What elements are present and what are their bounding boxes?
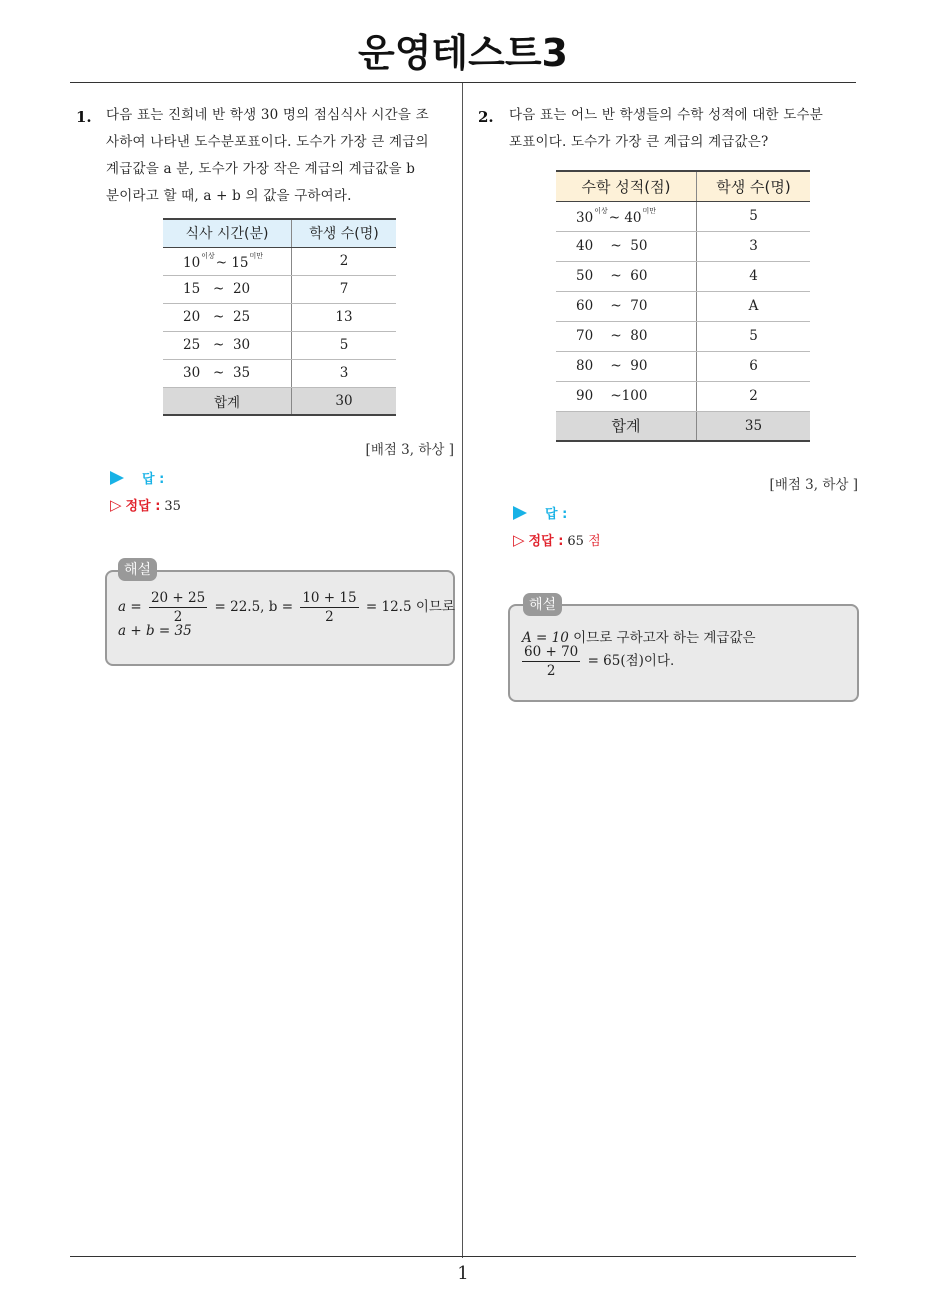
explanation-tag: 해설 <box>118 558 157 581</box>
frequency-table <box>556 170 810 442</box>
math-text: = 12.5 <box>365 599 412 615</box>
class-cell: 50 ~ 60 <box>556 261 697 291</box>
count-cell: 7 <box>292 275 397 303</box>
question-text <box>509 102 859 156</box>
explanation-tag: 해설 <box>523 593 562 616</box>
class-cell: 30 ~ 35 <box>163 359 292 387</box>
answer-label: 답 : <box>142 472 165 487</box>
count-cell: 2 <box>292 247 397 275</box>
score-info: [배점 3, 하상 ] <box>769 477 858 493</box>
count-cell: 6 <box>697 351 811 381</box>
table-row <box>556 351 810 381</box>
math-text: a = <box>118 599 142 615</box>
correct-answer-row <box>110 495 181 514</box>
class-cell: 20 ~ 25 <box>163 303 292 331</box>
correct-answer-label: 정답 : <box>125 499 161 514</box>
count-cell: 3 <box>697 231 811 261</box>
explanation-word: 이므로 <box>415 599 455 615</box>
table-header: 수학 성적(점) <box>556 171 697 201</box>
outline-triangle-icon: ▷ <box>513 531 525 549</box>
count-cell: 3 <box>292 359 397 387</box>
table-row <box>163 303 396 331</box>
answer-row <box>513 503 567 522</box>
table-row <box>556 321 810 351</box>
table-header: 학생 수(명) <box>292 219 397 247</box>
fraction: $\frac{20 + 25}{2}$ <box>150 590 206 625</box>
table-row <box>556 231 810 261</box>
question-text <box>106 102 456 210</box>
correct-answer-value: 35 <box>164 499 181 514</box>
table-row <box>163 331 396 359</box>
table-row <box>163 275 396 303</box>
score-info: [배점 3, 하상 ] <box>365 442 454 458</box>
class-cell: $10^{이상}\sim$ $15^{미만}$ <box>163 247 292 275</box>
table-row <box>556 261 810 291</box>
correct-answer-label: 정답 : <box>528 534 564 549</box>
count-cell: 4 <box>697 261 811 291</box>
class-cell: 60 ~ 70 <box>556 291 697 321</box>
class-cell: 15 ~ 20 <box>163 275 292 303</box>
question-line: 포표이다. 도수가 가장 큰 계급의 계급값은? <box>509 134 769 150</box>
table-row <box>556 381 810 411</box>
table-row <box>556 291 810 321</box>
table-row <box>163 247 396 275</box>
frequency-table <box>163 218 396 416</box>
explanation-word: 이다. <box>643 653 675 669</box>
question-line: 다음 표는 어느 반 학생들의 수학 성적에 대한 도수분 <box>509 107 823 123</box>
page-number: 1 <box>457 1263 469 1284</box>
page-title: 운영테스트3 <box>358 31 568 75</box>
question-line: 사하여 나타낸 도수분포표이다. 도수가 가장 큰 계급의 <box>106 134 429 150</box>
total-value: 30 <box>292 387 397 415</box>
play-triangle-icon <box>110 471 124 485</box>
explanation-text <box>522 626 852 679</box>
count-cell: 2 <box>697 381 811 411</box>
question-line: 분이라고 할 때, a + b 의 값을 구하여라. <box>106 188 352 204</box>
question-line: 계급값을 a 분, 도수가 가장 작은 계급의 계급값을 b <box>106 161 416 177</box>
question-line: 다음 표는 진희네 반 학생 30 명의 점심식사 시간을 조 <box>106 107 429 123</box>
total-row <box>556 411 810 441</box>
math-text: = 65(점) <box>587 653 644 669</box>
count-cell: 5 <box>292 331 397 359</box>
bottom-rule <box>70 1256 856 1257</box>
count-cell: A <box>697 291 811 321</box>
total-label: 합계 <box>163 387 292 415</box>
fraction: $\frac{60 + 70}{2}$ <box>524 644 579 679</box>
class-cell: 40 ~ 50 <box>556 231 697 261</box>
table-header: 식사 시간(분) <box>163 219 292 247</box>
correct-answer-value: 65 <box>567 534 584 549</box>
explanation-text <box>118 590 455 639</box>
class-cell: 25 ~ 30 <box>163 331 292 359</box>
question-number: 1. <box>76 108 92 126</box>
class-cell: 70 ~ 80 <box>556 321 697 351</box>
total-label: 합계 <box>556 411 697 441</box>
outline-triangle-icon: ▷ <box>110 496 122 514</box>
count-cell: 13 <box>292 303 397 331</box>
top-rule <box>70 82 856 83</box>
column-divider <box>462 83 463 1258</box>
correct-answer-row <box>513 530 601 549</box>
class-cell: 90 ~100 <box>556 381 697 411</box>
question-number: 2. <box>478 108 494 126</box>
class-cell: 80 ~ 90 <box>556 351 697 381</box>
total-row <box>163 387 396 415</box>
count-cell: 5 <box>697 201 811 231</box>
math-text: A = 10 <box>522 630 569 646</box>
correct-answer-unit: 점 <box>588 534 601 549</box>
play-triangle-icon <box>513 506 527 520</box>
explanation-words: 이므로 구하고자 하는 계급값은 <box>573 630 756 646</box>
table-header: 학생 수(명) <box>697 171 811 201</box>
table-row <box>163 359 396 387</box>
math-text: a + b = 35 <box>118 623 192 639</box>
fraction: $\frac{10 + 15}{2}$ <box>302 590 357 625</box>
total-value: 35 <box>697 411 811 441</box>
answer-label: 답 : <box>545 507 568 522</box>
table-row <box>556 201 810 231</box>
count-cell: 5 <box>697 321 811 351</box>
answer-row <box>110 468 164 487</box>
class-cell: $30^{이상}\sim$ $40^{미만}$ <box>556 201 697 231</box>
math-text: = 22.5, b = <box>214 599 294 615</box>
